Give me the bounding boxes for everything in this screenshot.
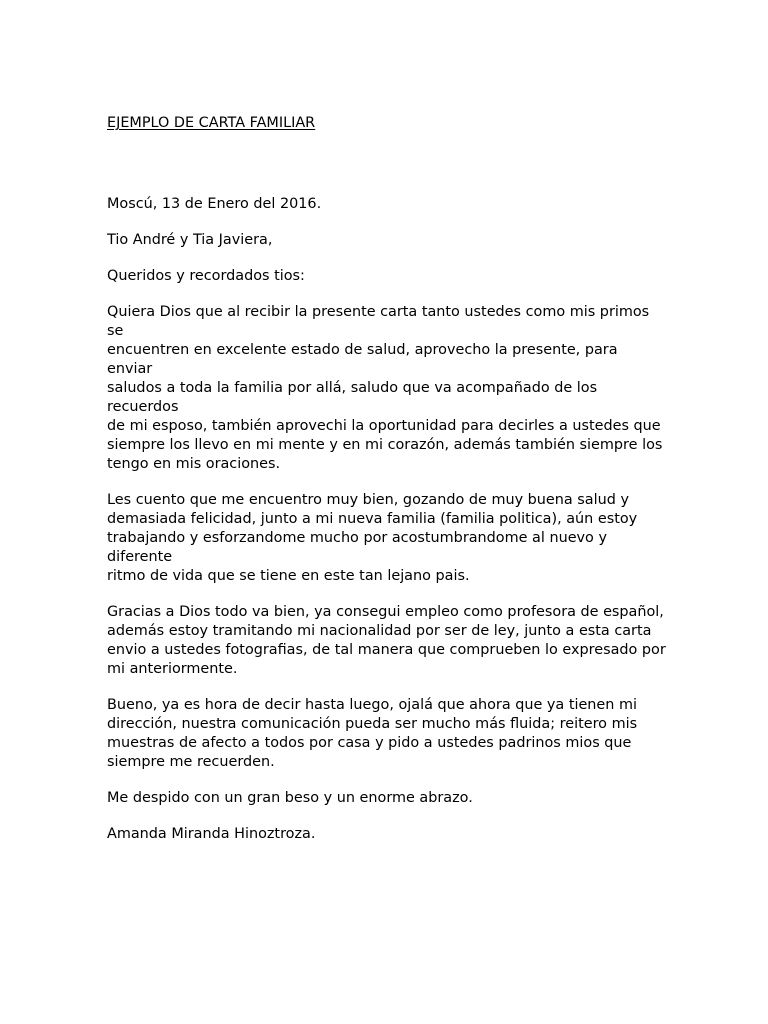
text-line: encuentren en excelente estado de salud, aprovecho la presente, para enviar — [107, 342, 618, 377]
text-line: siempre los llevo en mi mente y en mi corazón, además también siempre los — [107, 437, 663, 453]
greeting: Queridos y recordados tios: — [107, 268, 305, 284]
text-line: dirección, nuestra comunicación pueda ser mucho más fluida; reitero mis — [107, 716, 638, 732]
text-line: además estoy tramitando mi nacionalidad por ser de ley, junto a esta carta — [107, 623, 652, 639]
text-line: siempre me recuerden. — [107, 754, 275, 770]
letter-body — [107, 114, 667, 861]
place-date: Moscú, 13 de Enero del 2016. — [107, 196, 322, 212]
text-line: Gracias a Dios todo va bien, ya consegui empleo como profesora de español, — [107, 604, 664, 620]
text-line: ritmo de vida que se tiene en este tan lejano pais. — [107, 568, 470, 584]
text-line: trabajando y esforzandome mucho por acostumbrandome al nuevo y diferente — [107, 530, 607, 565]
text-line: Quiera Dios que al recibir la presente carta tanto ustedes como mis primos se — [107, 304, 650, 339]
text-line: saludos a toda la familia por allá, saludo que va acompañado de los recuerdos — [107, 380, 598, 415]
text-line: Les cuento que me encuentro muy bien, gozando de muy buena salud y — [107, 492, 629, 508]
addressee: Tio André y Tia Javiera, — [107, 232, 273, 248]
paragraph-3 — [107, 603, 667, 679]
paragraph-1 — [107, 303, 667, 474]
letter-title: EJEMPLO DE CARTA FAMILIAR — [107, 115, 316, 131]
text-line: envio a ustedes fotografias, de tal manera que comprueben lo expresado por — [107, 642, 666, 658]
text-line: tengo en mis oraciones. — [107, 456, 281, 472]
text-line: muestras de afecto a todos por casa y pido a ustedes padrinos mios que — [107, 735, 632, 751]
text-line: demasiada felicidad, junto a mi nueva familia (familia politica), aún estoy — [107, 511, 638, 527]
text-line: de mi esposo, también aprovechi la oportunidad para decirles a ustedes que — [107, 418, 661, 434]
signature: Amanda Miranda Hinoztroza. — [107, 826, 316, 842]
paragraph-4 — [107, 696, 667, 772]
text-line: mi anteriormente. — [107, 661, 238, 677]
text-line: Bueno, ya es hora de decir hasta luego, ojalá que ahora que ya tienen mi — [107, 697, 637, 713]
closing: Me despido con un gran beso y un enorme abrazo. — [107, 790, 473, 806]
paragraph-2 — [107, 491, 667, 586]
